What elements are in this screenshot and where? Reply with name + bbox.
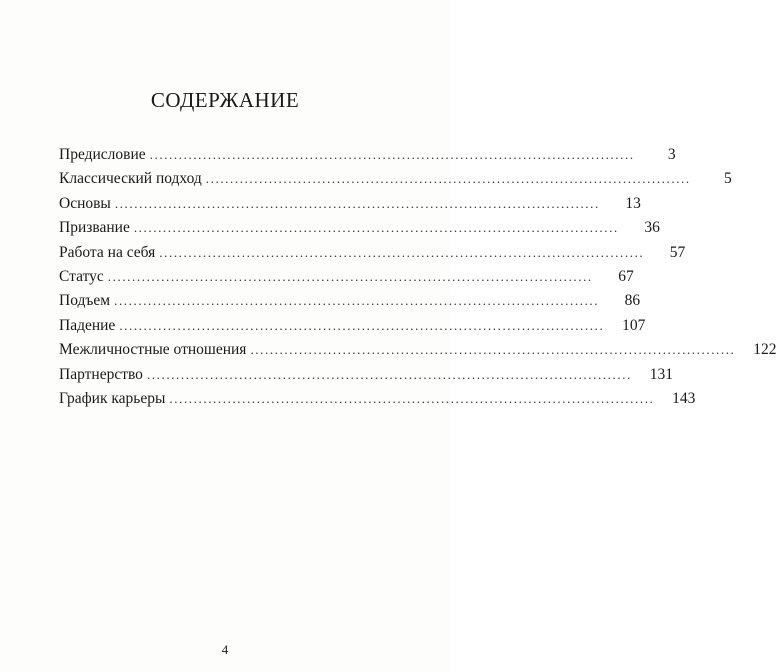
- toc-entry: [59, 243, 686, 268]
- toc-entry-title: Статус: [59, 267, 104, 285]
- toc-entry-title: График карьеры: [59, 389, 166, 407]
- toc-entry-title: Подъем: [59, 292, 111, 310]
- toc-dot-leader: ....................................................................................................: [114, 195, 600, 211]
- toc-entry-page: 86: [624, 292, 641, 310]
- toc-dot-leader: ....................................................................................................: [205, 171, 691, 187]
- toc-dot-leader: ....................................................................................................: [250, 342, 736, 358]
- toc-entry: [59, 389, 696, 414]
- page-number: 4: [221, 642, 229, 657]
- toc-dot-leader: ....................................................................................................: [149, 147, 635, 162]
- toc-entry: [59, 292, 641, 316]
- toc-entry-page: 3: [667, 146, 676, 163]
- toc-entry-page: 67: [618, 267, 634, 285]
- toc-entry: [59, 146, 676, 170]
- toc-entry-page: 57: [669, 243, 686, 261]
- toc-entry: [59, 219, 660, 243]
- toc-dot-leader: ....................................................................................................: [146, 366, 632, 382]
- toc-dot-leader: ....................................................................................................: [133, 220, 619, 236]
- toc-entry-title: Предисловие: [59, 146, 146, 163]
- toc-entry: [59, 170, 732, 194]
- toc-entry: [59, 365, 673, 390]
- toc-dot-leader: ....................................................................................................: [159, 244, 645, 260]
- toc-entry-page: 107: [622, 316, 646, 334]
- toc-entry-title: Классический подход: [59, 170, 202, 188]
- toc-entry-page: 143: [672, 389, 696, 407]
- toc-entry-page: 122: [753, 341, 776, 359]
- toc-entry-title: Основы: [59, 194, 111, 212]
- table-of-contents: [59, 146, 776, 414]
- toc-entry: [59, 194, 641, 219]
- toc-dot-leader: ....................................................................................................: [169, 390, 655, 406]
- toc-dot-leader: ....................................................................................................: [107, 268, 593, 284]
- toc-entry: [59, 316, 646, 341]
- toc-entry-title: Партнерство: [59, 365, 143, 383]
- toc-dot-leader: ....................................................................................................: [114, 293, 600, 309]
- toc-heading: СОДЕРЖАНИЕ: [150, 88, 300, 112]
- toc-entry-title: Работа на себя: [59, 243, 156, 261]
- toc-entry: [59, 341, 776, 365]
- toc-entry-title: Падение: [59, 316, 116, 334]
- toc-entry-page: 36: [644, 219, 660, 237]
- toc-entry-page: 13: [625, 194, 641, 212]
- toc-entry-title: Призвание: [59, 219, 130, 237]
- toc-entry-page: 5: [724, 170, 732, 188]
- toc-dot-leader: ....................................................................................................: [119, 317, 605, 333]
- toc-entry-title: Межличностные отношения: [59, 341, 247, 359]
- toc-entry: [59, 267, 634, 292]
- toc-entry-page: 131: [649, 365, 673, 383]
